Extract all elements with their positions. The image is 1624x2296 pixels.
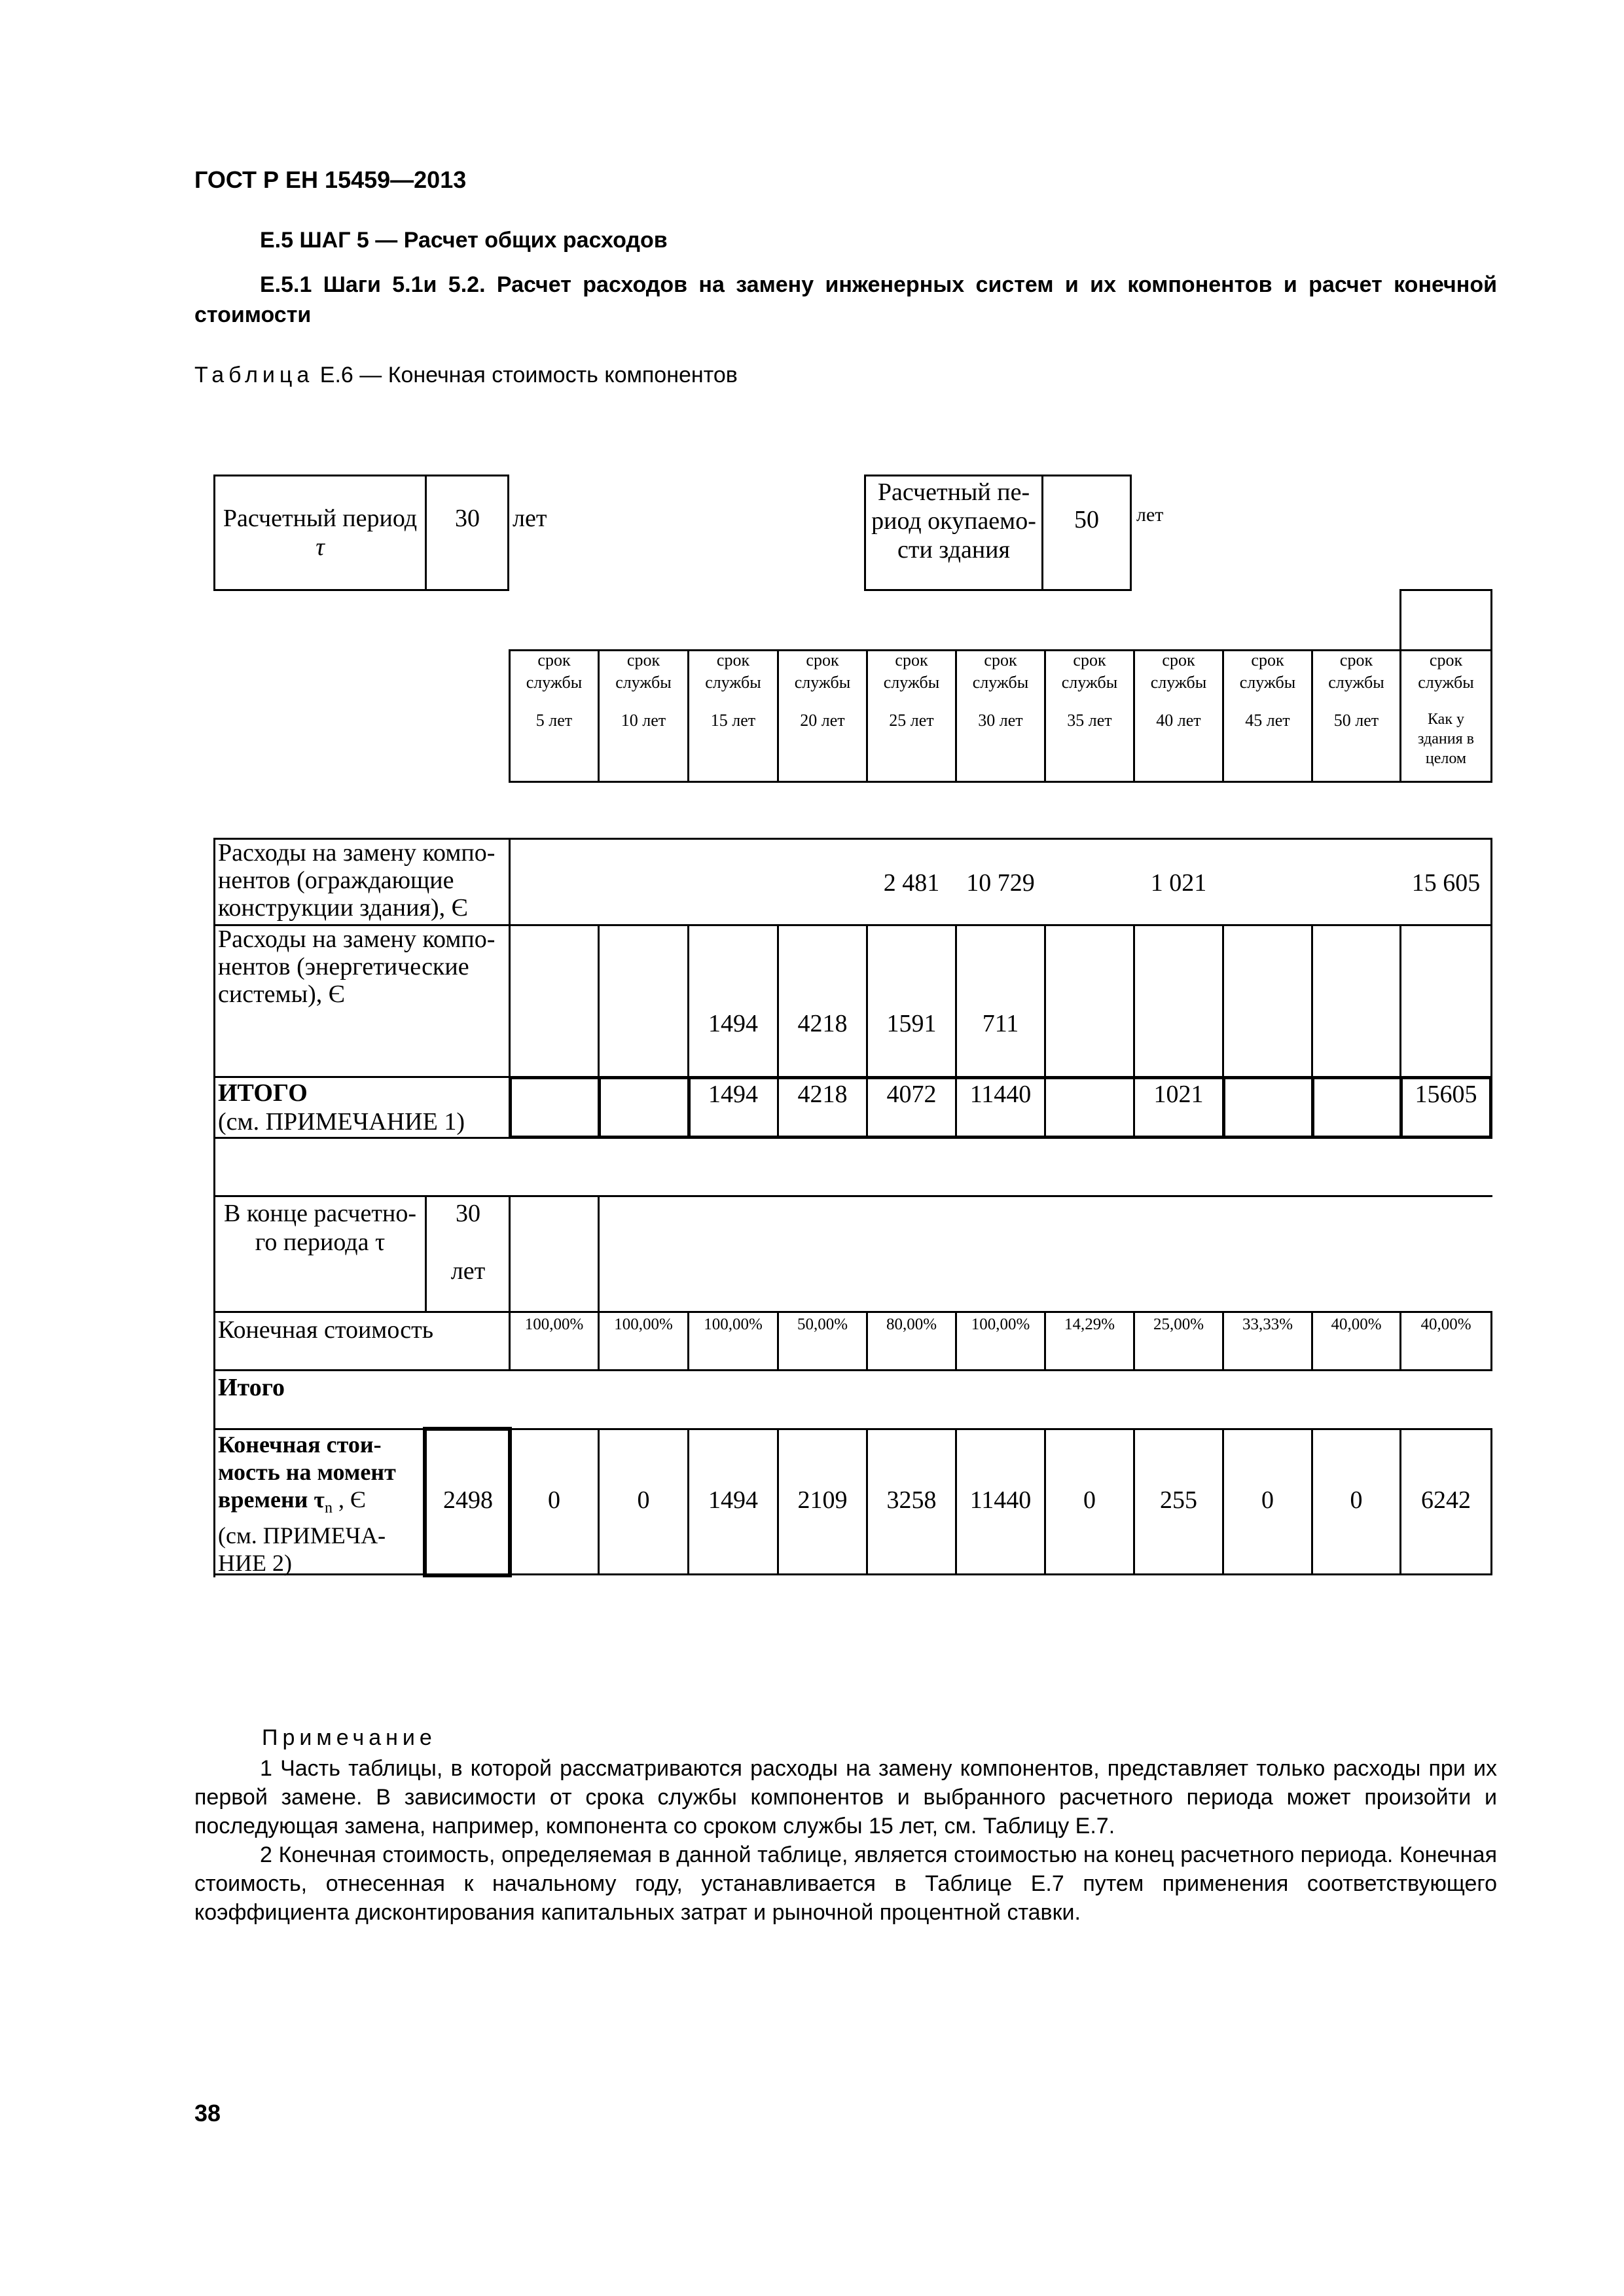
residual-pct-5: 100,00% <box>524 1316 584 1333</box>
energy-col-line-6 <box>1044 924 1046 1078</box>
residual-pct-30: 100,00% <box>971 1316 1030 1333</box>
document-title: ГОСТ Р ЕН 15459—2013 <box>194 166 467 193</box>
notes-heading: Примечание <box>262 1725 437 1750</box>
energy-col-line-10 <box>1399 924 1401 1078</box>
residual-pct-25: 80,00% <box>886 1316 937 1333</box>
payback-label-line3: сти здания <box>897 536 1010 564</box>
service-header-15: срок службы 15 лет <box>705 651 761 730</box>
calc-period-unit: лет <box>513 505 547 532</box>
final-value-20: 2109 <box>797 1486 848 1514</box>
service-col-line-11 <box>1490 649 1492 783</box>
final-value-30: 11440 <box>969 1486 1032 1514</box>
service-header-10: срок службы 10 лет <box>615 651 672 730</box>
page-number: 38 <box>194 2100 221 2126</box>
total-col-line-8 <box>1222 1076 1225 1139</box>
itogo-label: Итого <box>218 1374 285 1401</box>
residual-pct-10: 100,00% <box>614 1316 673 1333</box>
table-caption <box>194 363 738 388</box>
envelope-label: Расходы на замену компо- нентов (ограждающие конструкции здания), Є <box>218 839 496 922</box>
residual-pct-20: 50,00% <box>797 1316 848 1333</box>
energy-col-line-3 <box>777 924 779 1078</box>
calc-period-label <box>216 504 424 562</box>
envelope-value-30: 10 729 <box>966 869 1035 897</box>
final-total-value: 2498 <box>443 1486 493 1514</box>
service-header-bottom-line <box>509 781 1492 783</box>
calc-period-tau: τ <box>316 533 325 561</box>
end-period-label: В конце расчетно- го периода τ <box>224 1200 416 1256</box>
energy-col-line-4 <box>866 924 868 1078</box>
total-col-line-6 <box>1044 1076 1046 1139</box>
service-header-50: срок службы 50 лет <box>1328 651 1384 730</box>
end-period-value: 30 <box>456 1200 480 1227</box>
service-header-35: срок службы 35 лет <box>1061 651 1118 730</box>
service-header-40: срок службы 40 лет <box>1150 651 1207 730</box>
calc-period-label-line1: Расчетный период <box>223 505 418 532</box>
total-value-20: 4218 <box>797 1081 848 1108</box>
energy-col-line-1 <box>598 924 600 1078</box>
service-header-45: срок службы 45 лет <box>1239 651 1296 730</box>
end-period-unit: лет <box>450 1257 486 1285</box>
final-value-25: 3258 <box>886 1486 937 1514</box>
calc-period-value: 30 <box>455 505 480 532</box>
residual-pct-40: 25,00% <box>1153 1316 1204 1333</box>
note-1: 1 Часть таблицы, в которой рассматриваются расходы на замену компонентов, представляет только расходы при их первой замене. В зависимости от срока службы компонентов и выбранного расчетного периода может произойти и последующая замена, например, компонента со сроком службы 15 лет, см. Таблицу Е.7. <box>194 1756 1497 1839</box>
note-2: 2 Конечная стоимость, определяемая в данной таблице, является стоимостью на конец расчетного периода. Конечная стоимость, отнесенная к начальному году, устанавливается в Таблице Е.7 путем применения соответствующего коэффициента дисконтирования капитальных затрат и рыночной процентной ставки. <box>194 1842 1497 1925</box>
final-left-line <box>213 1428 215 1577</box>
total-value-building: 15605 <box>1415 1081 1477 1108</box>
total-col-line-9 <box>1311 1076 1314 1139</box>
table-label: Таблица <box>194 363 314 387</box>
section-heading: Е.5 ШАГ 5 — Расчет общих расходов <box>260 228 668 253</box>
final-label: Конечная стои- мость на момент времени $\tau_n$ , Є (см. ПРИМЕЧА- НИЕ 2) <box>218 1431 396 1577</box>
final-value-5: 0 <box>548 1486 560 1514</box>
total-value-15: 1494 <box>708 1081 758 1108</box>
energy-values-cell <box>509 924 1492 1078</box>
energy-value-20: 4218 <box>797 1010 848 1037</box>
final-value-building: 6242 <box>1421 1486 1471 1514</box>
service-header-5: срок службы 5 лет <box>526 651 583 730</box>
residual-pct-35: 14,29% <box>1064 1316 1115 1333</box>
calc-period-value-cell <box>425 475 509 591</box>
energy-label: Расходы на замену компо- нентов (энергетические системы), Є <box>218 925 496 1008</box>
energy-col-line-5 <box>955 924 957 1078</box>
gap-left-line <box>213 1137 215 1202</box>
residual-pct-building: 40,00% <box>1420 1316 1471 1333</box>
envelope-value-building: 15 605 <box>1411 869 1481 897</box>
payback-label-line2: риод окупаемо- <box>871 507 1036 535</box>
envelope-value-25: 2 481 <box>883 869 940 897</box>
energy-col-line-8 <box>1222 924 1224 1078</box>
envelope-value-40: 1 021 <box>1150 869 1207 897</box>
energy-value-15: 1494 <box>708 1010 758 1037</box>
payback-value: 50 <box>1074 506 1099 533</box>
total-label: ИТОГО (см. ПРИМЕЧАНИЕ 1) <box>218 1079 465 1136</box>
service-header-25: срок службы 25 лет <box>883 651 940 730</box>
energy-col-line-2 <box>687 924 689 1078</box>
final-value-10: 0 <box>637 1486 650 1514</box>
final-value-35: 0 <box>1083 1486 1096 1514</box>
table-caption-text: Е.6 — Конечная стоимость компонентов <box>319 363 738 387</box>
final-value-15: 1494 <box>708 1486 758 1514</box>
total-value-40: 1021 <box>1153 1081 1204 1108</box>
energy-col-line-9 <box>1311 924 1313 1078</box>
energy-col-line-7 <box>1133 924 1135 1078</box>
total-value-30: 11440 <box>969 1081 1032 1108</box>
residual-pct-50: 40,00% <box>1331 1316 1382 1333</box>
residual-label: Конечная стоимость <box>218 1316 434 1344</box>
end-period-empty-cell <box>509 1195 600 1313</box>
last-column-header-top <box>1399 589 1492 651</box>
final-value-40: 255 <box>1160 1486 1197 1514</box>
itogo-left-line <box>213 1369 215 1430</box>
payback-label <box>866 478 1041 564</box>
final-value-45: 0 <box>1261 1486 1274 1514</box>
energy-value-30: 711 <box>982 1010 1019 1037</box>
residual-pct-45: 33,33% <box>1242 1316 1293 1333</box>
total-col-line-1 <box>598 1076 601 1139</box>
service-header-30: срок службы 30 лет <box>972 651 1029 730</box>
final-value-50: 0 <box>1350 1486 1363 1514</box>
residual-pct-15: 100,00% <box>704 1316 763 1333</box>
total-value-25: 4072 <box>886 1081 937 1108</box>
subsection-heading: Е.5.1 Шаги 5.1и 5.2. Расчет расходов на замену инженерных систем и их компонентов и расчет конечной стоимости <box>194 272 1497 327</box>
service-header-building: срок службы Как у здания в целом <box>1418 651 1474 767</box>
service-header-20: срок службы 20 лет <box>794 651 851 730</box>
payback-unit: лет <box>1136 504 1164 526</box>
energy-value-25: 1591 <box>886 1010 937 1037</box>
payback-label-line1: Расчетный пе- <box>877 478 1030 506</box>
